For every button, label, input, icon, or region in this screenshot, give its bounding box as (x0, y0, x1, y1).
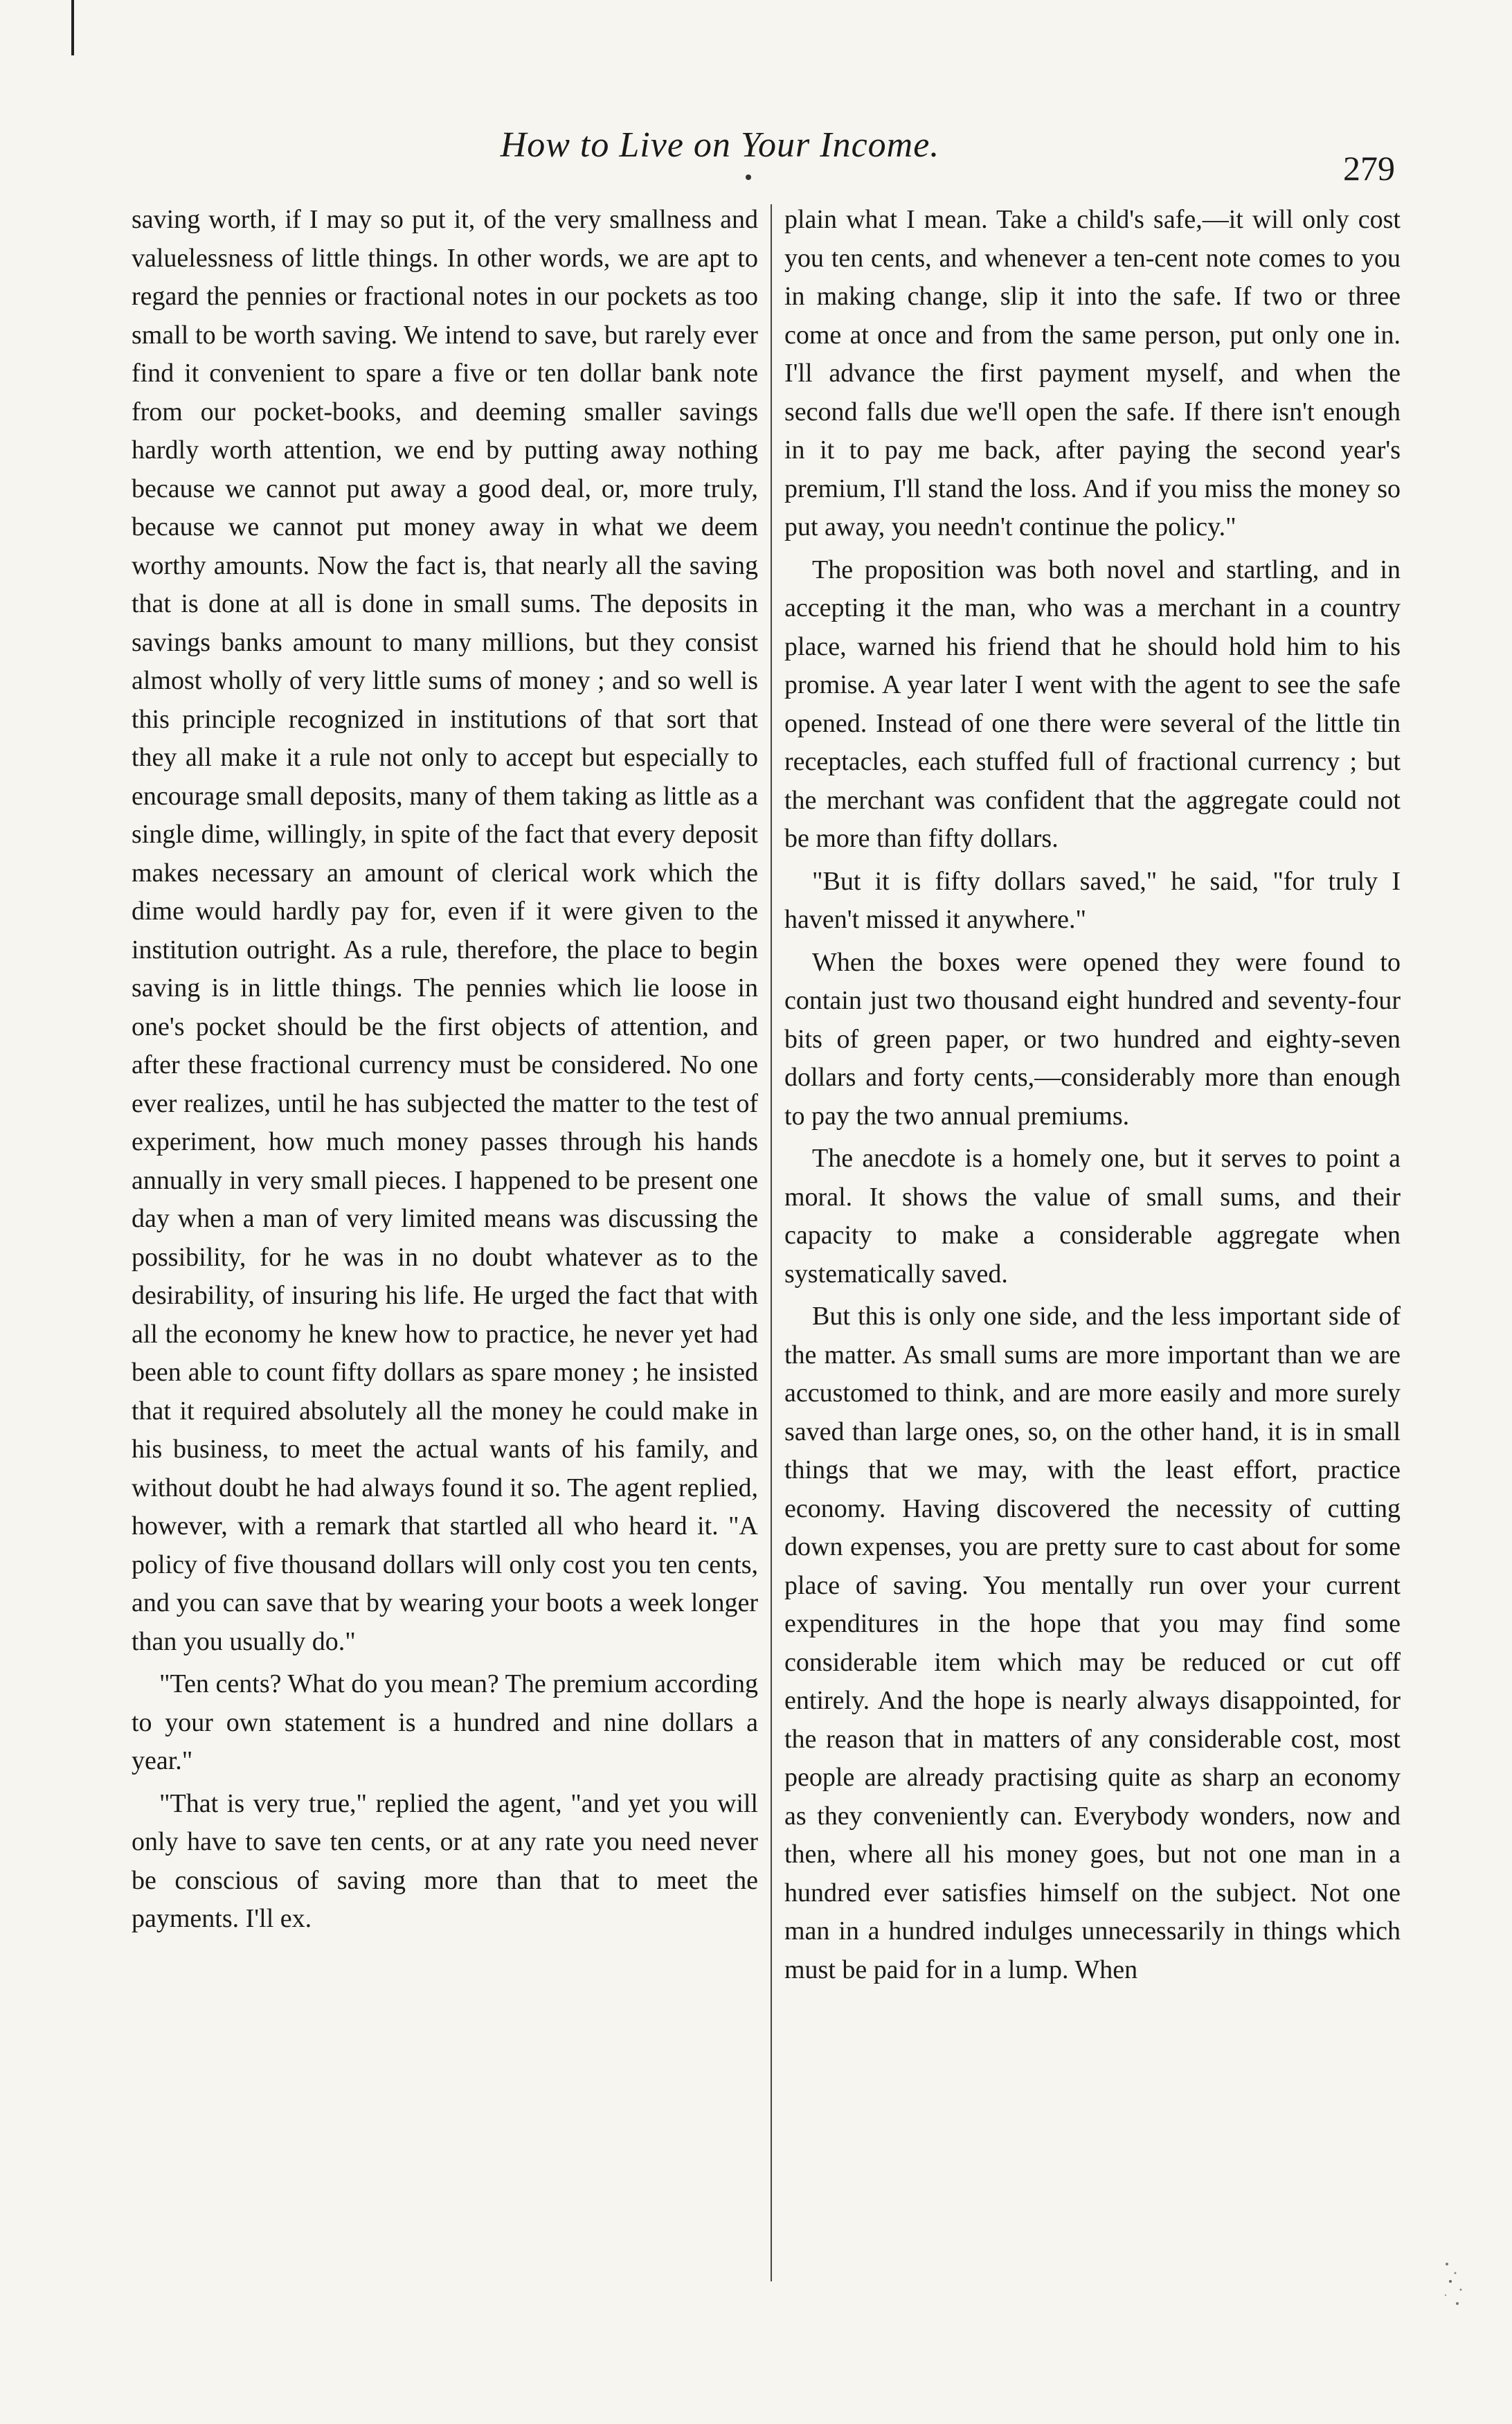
paragraph: When the boxes were opened they were found to contain just two thousand eight hundred and seventy-four bits of green paper, or two hundred and eighty-seven dollars and forty cents,—considerably more than enough to pay the two annual premiums. (784, 947, 1401, 1131)
left-column (132, 201, 758, 1939)
paragraph: "Ten cents? What do you mean? The premium according to your own statement is a hundred and nine dollars a year." (132, 1669, 758, 1775)
paragraph: The anecdote is a homely one, but it serves to point a moral. It shows the value of small sums, and their capacity to make a considerable aggregate when systematically saved. (784, 1144, 1401, 1289)
margin-rule-mark (71, 0, 74, 55)
paragraph: The proposition was both novel and startling, and in accepting it the man, who was a merchant in a country place, warned his friend that he should hold him to his promise. A year later I went with the agent to see the safe opened. Instead of one there were several of the little tin receptacles, each stuffed full of fractional currency ; but the merchant was confident that the aggregate could not be more than fifty dollars. (784, 555, 1401, 853)
column-divider (771, 204, 772, 2281)
paragraph: plain what I mean. Take a child's safe,—it will only cost you ten cents, and whenever a ten-cent note comes to you in making change, slip it into the safe. If two or three come at once and from the same person, put only one in. I'll advance the first payment myself, and when the second falls due we'll open the safe. If there isn't enough in it to pay me back, after paying the second year's premium, I'll stand the loss. And if you miss the money so put away, you needn't continue the policy." (784, 205, 1401, 541)
header-dot (746, 174, 751, 180)
right-column (784, 201, 1401, 1989)
paragraph: But this is only one side, and the less important side of the matter. As small sums are more important than we are accustomed to think, and are more easily and more surely saved than large ones, so, on the other hand, it is in small things that we may, with the least effort, practice economy. Having discovered the necessity of cutting down expenses, you are pretty sure to cast about for some place of saving. You mentally run over your current expenditures in the hope that you may find some considerable item which may be reduced or cut off entirely. And the hope is nearly always disappointed, for the reason that in matters of any considerable cost, most people are already practising quite as sharp an economy as they conveniently can. Everybody wonders, now and then, where all his money goes, but not one man in a hundred ever satisfies himself on the subject. Not one man in a hundred indulges unnecessarily in things which must be paid for in a lump. When (784, 1302, 1401, 1984)
running-title: How to Live on Your Income. (500, 125, 940, 165)
paragraph: saving worth, if I may so put it, of the very smallness and valuelessness of little things. In other words, we are apt to regard the pennies or fractional notes in our pockets as too small to be worth saving. We intend to save, but rarely ever find it convenient to spare a five or ten dollar bank note from our pocket-books, and deeming smaller savings hardly worth attention, we end by putting away nothing because we cannot put away a good deal, or, more truly, because we cannot put money away in what we deem worthy amounts. Now the fact is, that nearly all the saving that is done at all is done in small sums. The deposits in savings banks amount to many millions, but they consist almost wholly of very little sums of money ; and so well is this principle recognized in institutions of that sort that they all make it a rule not only to accept but especially to encourage small deposits, many of them taking as little as a single dime, willingly, in spite of the fact that every deposit makes necessary an amount of clerical work which the dime would hardly pay for, even if it were given to the institution outright. As a rule, therefore, the place to begin saving is in little things. The pennies which lie loose in one's pocket should be the first objects of attention, and after these fractional currency must be considered. No one ever realizes, until he has subjected the matter to the test of experiment, how much money passes through his hands annually in very small pieces. I happened to be present one day when a man of very limited means was discussing the possibility, for he was in no doubt whatever as to the desirability, of insuring his life. He urged the fact that with all the economy he knew how to practice, he never yet had been able to count fifty dollars as spare money ; he insisted that it required absolutely all the money he could make in his business, to meet the actual wants of his family, and without doubt he had always found it so. The agent replied, however, with a remark that startled all who heard it. "A policy of five thousand dollars will only cost you ten cents, and you can save that by wearing your boots a week longer than you usually do." (132, 205, 758, 1656)
paper-specks (1433, 2254, 1475, 2316)
page-number: 279 (1343, 149, 1395, 188)
paragraph: "That is very true," replied the agent, "and yet you will only have to save ten cents, or at any rate you need never be conscious of saving more than that to meet the payments. I'll ex. (132, 1788, 758, 1933)
paragraph: "But it is fifty dollars saved," he said, "for truly I haven't missed it anywhere." (784, 866, 1401, 934)
